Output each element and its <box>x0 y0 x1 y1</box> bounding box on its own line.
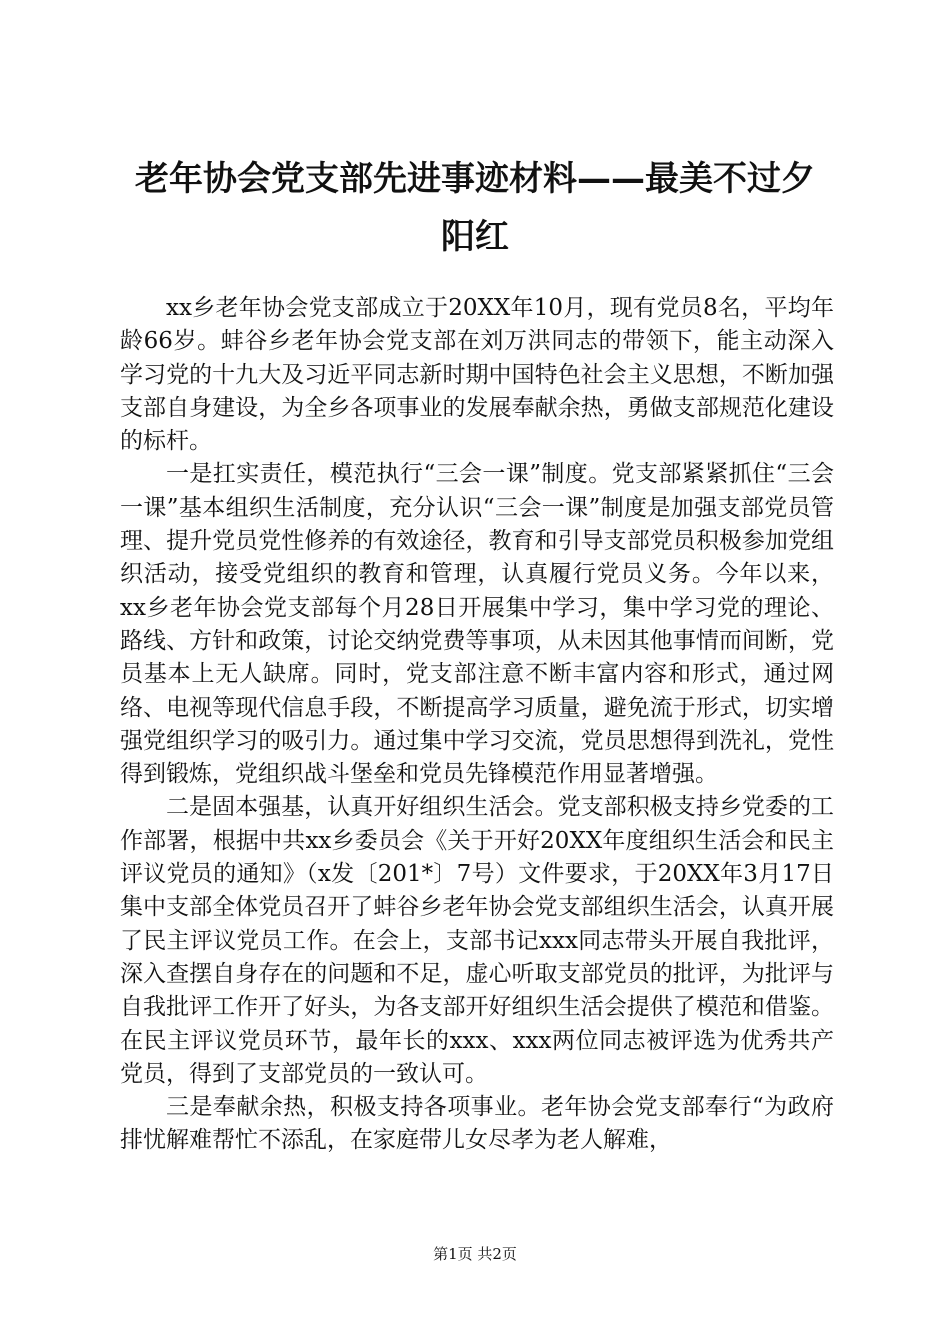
page-number-footer: 第1页 共2页 <box>433 1245 517 1263</box>
paragraph-three: 三是奉献余热，积极支持各项事业。老年协会党支部奉行“为政府排忧解难帮忙不添乱，在家庭带儿女尽孝为老人解难， <box>120 1094 834 1154</box>
paragraph-intro: xx乡老年协会党支部成立于20XX年10月，现有党员8名，平均年龄66岁。蚌谷乡老年协会党支部在刘万洪同志的带领下，能主动深入学习党的十九大及习近平同志新时期中国特色社会主义思想，不断加强支部自身建设，为全乡各项事业的发展奉献余热，勇做支部规范化建设的标杆。 <box>120 295 834 455</box>
paragraph-one: 一是扛实责任，模范执行“三会一课”制度。党支部紧紧抓住“三会一课”基本组织生活制度，充分认识“三会一课”制度是加强支部党员管理、提升党员党性修养的有效途径，教育和引导支部党员积极参加党组织活动，接受党组织的教育和管理，认真履行党员义务。今年以来，xx乡老年协会党支部每个月28日开展集中学习，集中学习党的理论、路线、方针和政策，讨论交纳党费等事项，从未因其他事情而间断，党员基本上无人缺席。同时，党支部注意不断丰富内容和形式，通过网络、电视等现代信息手段，不断提高学习质量，避免流于形式，切实增强党组织学习的吸引力。通过集中学习交流，党员思想得到洗礼，党性得到锻炼，党组织战斗堡垒和党员先锋模范作用显著增强。 <box>120 461 834 788</box>
document-body <box>120 292 834 1158</box>
paragraph-two: 二是固本强基，认真开好组织生活会。党支部积极支持乡党委的工作部署，根据中共xx乡委员会《关于开好20XX年度组织生活会和民主评议党员的通知》（x发〔201*〕7号）文件要求，于20XX年3月17日集中支部全体党员召开了蚌谷乡老年协会党支部组织生活会，认真开展了民主评议党员工作。在会上，支部书记xxx同志带头开展自我批评，深入查摆自身存在的问题和不足，虚心听取支部党员的批评，为批评与自我批评工作开了好头，为各支部开好组织生活会提供了模范和借鉴。在民主评议党员环节，最年长的xxx、xxx两位同志被评选为优秀共产党员，得到了支部党员的一致认可。 <box>120 794 834 1087</box>
document-title: 老年协会党支部先进事迹材料——最美不过夕阳红 <box>135 159 815 257</box>
